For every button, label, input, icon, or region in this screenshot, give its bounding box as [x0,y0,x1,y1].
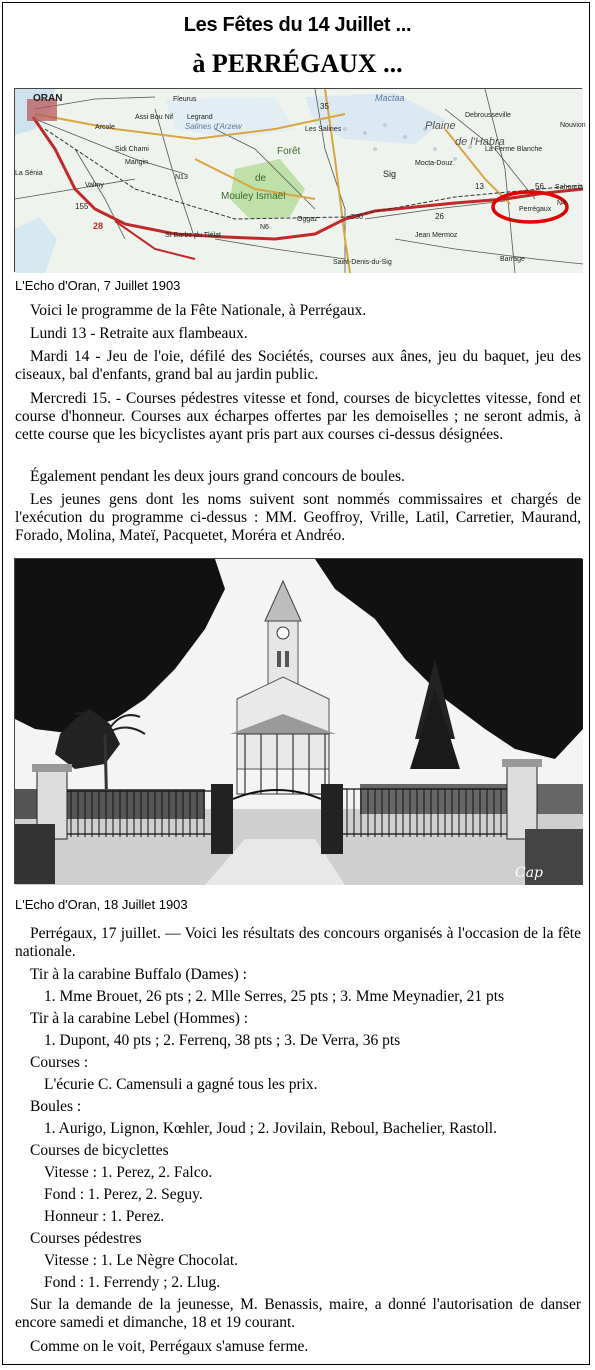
church-drawing [15,559,583,885]
heading-boules: Boules : [30,1098,82,1115]
svg-text:Nouvion: Nouvion [560,122,586,129]
result-pedestres-fond: Fond : 1. Ferrendy ; 2. Llug. [44,1274,221,1291]
map-drawing [15,89,586,273]
svg-text:Fleurus: Fleurus [173,96,197,103]
svg-text:Mangin: Mangin [125,159,148,166]
page-title: Les Fêtes du 14 Juillet ... [183,14,412,36]
result-bicyclettes-fond: Fond : 1. Perez, 2. Seguy. [44,1186,203,1203]
svg-text:56: 56 [535,182,544,191]
svg-text:Legrand: Legrand [187,114,213,121]
photo-signature: Cap [515,865,544,881]
paragraph-boules: Également pendant les deux jours grand concours de boules. [30,468,405,485]
paragraph-mardi: Mardi 14 - Jeu de l'oie, défilé des Sociétés, courses aux ânes, jeu du baquet, jeu des ciseaux, bal d'enfants, grand bal au jardin public. [15,348,581,383]
paragraph-lundi: Lundi 13 - Retraite aux flambeaux. [30,325,248,342]
paragraph-closing: Comme on le voit, Perrégaux s'amuse ferme. [30,1338,309,1355]
svg-text:Sahouria: Sahouria [555,184,584,191]
heading-buffalo: Tir à la carabine Buffalo (Dames) : [30,966,247,983]
svg-text:Assi Bou Nif: Assi Bou Nif [135,114,174,121]
svg-text:Jean Mermoz: Jean Mermoz [415,232,458,239]
svg-text:Sig: Sig [383,169,397,179]
result-buffalo: 1. Mme Brouet, 26 pts ; 2. Mlle Serres, 25 pts ; 3. Mme Meynadier, 21 pts [44,988,505,1005]
paragraph-mercredi: Mercredi 15. - Courses pédestres vitesse et fond, courses de bicyclettes vitesse, fond et course d'honneur. Courses aux écharpes offertes par les demoiselles ; ne seront admis, à cette course que les bicyclistes ayant pris part aux courses ci-dessus désignées. [15,390,581,443]
caption-echo-7-juillet: L'Echo d'Oran, 7 Juillet 1903 [15,278,181,293]
result-pedestres-vitesse: Vitesse : 1. Le Nègre Chocolat. [44,1252,239,1269]
svg-text:Saint-Denis-du-Sig: Saint-Denis-du-Sig [333,259,392,266]
paragraph-intro: Voici le programme de la Fête Nationale, à Perrégaux. [30,302,367,319]
svg-text:C30: C30 [350,214,363,221]
heading-pedestres: Courses pédestres [30,1230,142,1247]
map-image [14,88,586,272]
svg-text:N13: N13 [175,174,188,181]
svg-text:Debrousseville: Debrousseville [465,112,511,119]
svg-text:Mouley Ismaël: Mouley Ismaël [221,191,286,202]
svg-text:155: 155 [75,202,89,211]
svg-text:Salines d'Arzew: Salines d'Arzew [185,122,242,131]
map-label-oran: ORAN [33,93,63,104]
church-photo [14,558,582,884]
svg-text:Forêt: Forêt [277,146,301,157]
svg-text:N6: N6 [260,224,269,231]
svg-text:La Sénia: La Sénia [15,170,43,177]
svg-text:28: 28 [93,221,104,231]
heading-bicyclettes: Courses de bicyclettes [30,1142,169,1159]
svg-text:St Barbe du Tlélat: St Barbe du Tlélat [165,232,221,239]
svg-text:Mocta-Douz: Mocta-Douz [415,160,453,167]
map-label-perregaux: Perrégaux [519,206,552,213]
result-bicyclettes-vitesse: Vitesse : 1. Perez, 2. Falco. [44,1164,213,1181]
paragraph-results-intro: Perrégaux, 17 juillet. — Voici les résultats des concours organisés à l'occasion de la fête nationale. [15,925,581,960]
svg-text:Les Salines: Les Salines [305,126,342,133]
heading-courses: Courses : [30,1054,89,1071]
svg-text:26: 26 [435,212,444,221]
result-boules: 1. Aurigo, Lignon, Kœhler, Joud ; 2. Jovilain, Reboul, Bachelier, Rastoll. [44,1120,497,1137]
result-bicyclettes-honneur: Honneur : 1. Perez. [44,1208,165,1225]
svg-text:de l'Habra: de l'Habra [455,136,505,148]
svg-text:13: 13 [475,182,484,191]
result-courses: L'écurie C. Camensuli a gagné tous les prix. [44,1076,318,1093]
svg-text:La Ferme Blanche: La Ferme Blanche [485,146,543,153]
svg-text:N4: N4 [557,200,566,207]
result-lebel: 1. Dupont, 40 pts ; 2. Ferrenq, 38 pts ; 3. De Verra, 36 pts [44,1032,401,1049]
caption-echo-18-juillet: L'Echo d'Oran, 18 Juillet 1903 [15,897,188,912]
page-subtitle: à PERRÉGAUX ... [192,49,403,78]
svg-text:de: de [255,173,267,184]
svg-text:Valmy: Valmy [85,182,104,189]
svg-text:35: 35 [320,102,329,111]
svg-text:Barrage: Barrage [500,256,525,263]
svg-text:Mactaa: Mactaa [375,93,405,103]
paragraph-benassis: Sur la demande de la jeunesse, M. Benassis, maire, a donné l'autorisation de danser encore samedi et dimanche, 18 et 19 courant. [15,1296,581,1331]
paragraph-commissaires: Les jeunes gens dont les noms suivent sont nommés commissaires et chargés de l'exécution du programme ci-dessus : MM. Geoffroy, Vrille, Latil, Carretier, Maurand, Forado, Molina, Mateï, Pacquetet, Moréra et Andréo. [15,491,581,544]
svg-text:Arcole: Arcole [95,124,115,131]
heading-lebel: Tir à la carabine Lebel (Hommes) : [30,1010,249,1027]
svg-text:Sidi Chami: Sidi Chami [115,146,149,153]
svg-text:Plaine: Plaine [425,120,456,132]
svg-text:Oggaz: Oggaz [297,216,318,223]
